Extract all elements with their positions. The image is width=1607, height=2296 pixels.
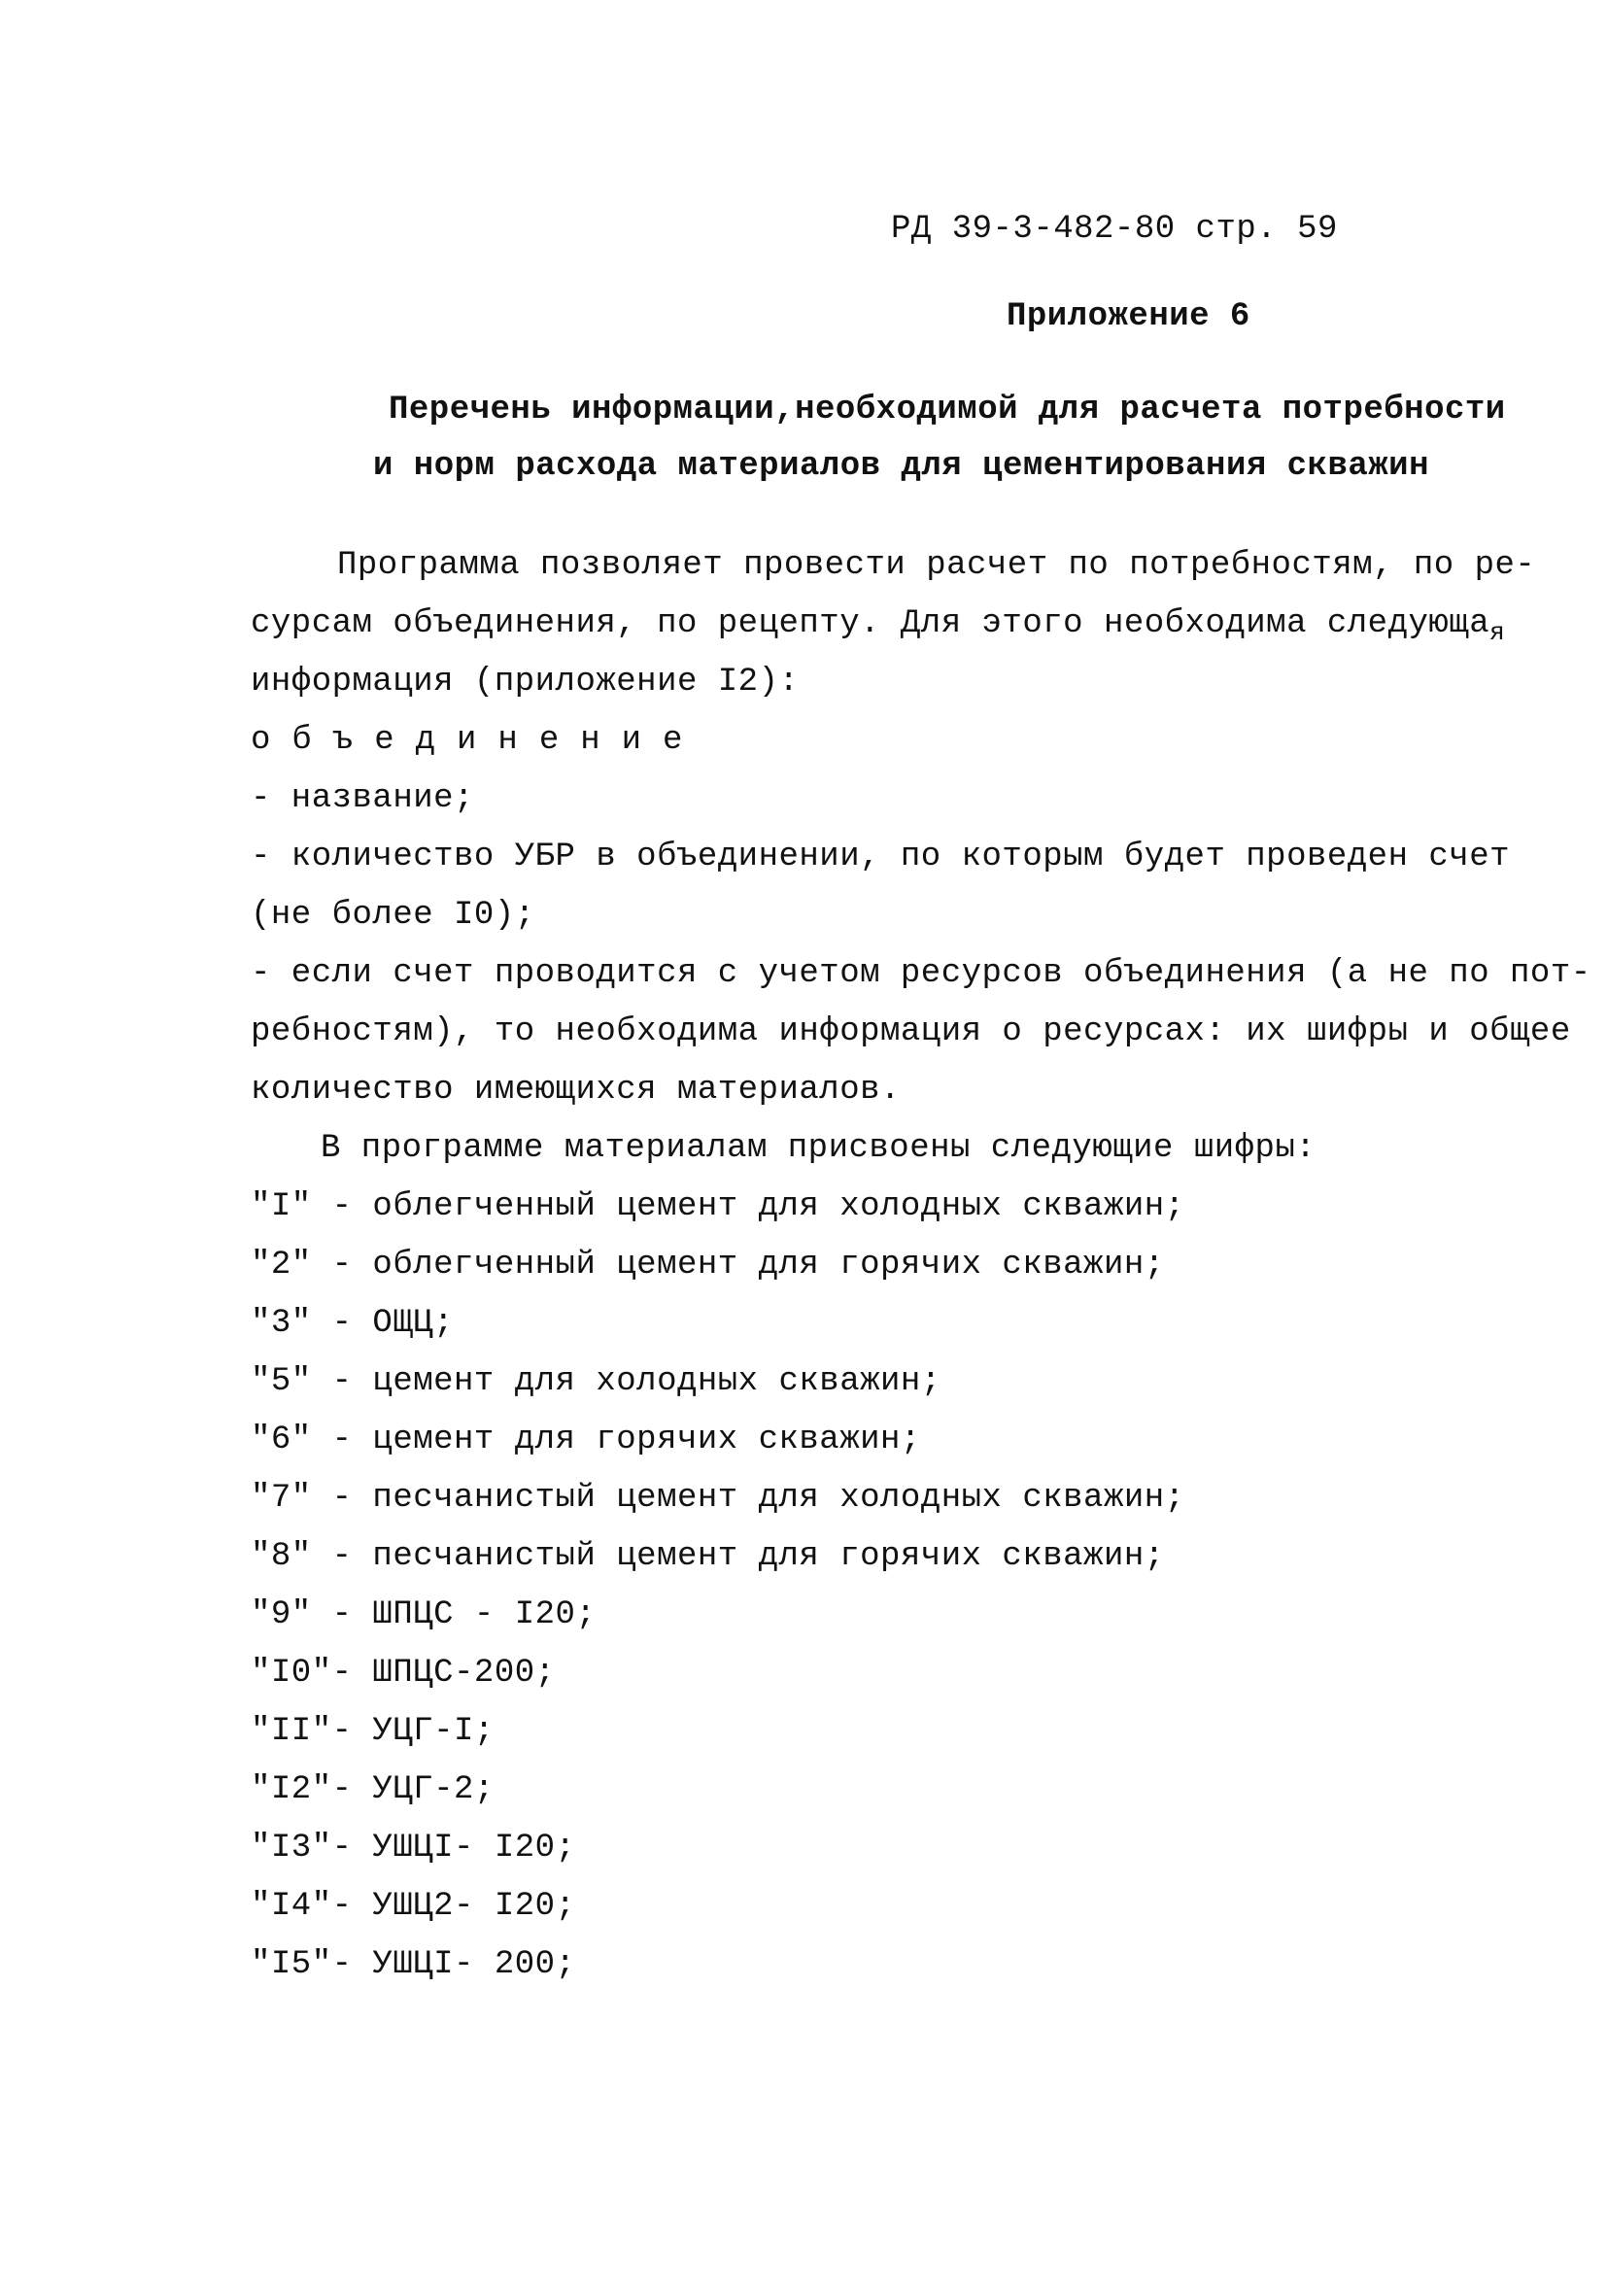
list-item-count-line-1: - количество УБР в объединении, по которым будет проведен счет [251, 839, 1511, 875]
list-item-resources-line-1: - если счет проводится с учетом ресурсов объединения (а не по пот- [251, 955, 1591, 992]
paragraph-1-line-2-subscript: я [1489, 618, 1506, 647]
paragraph-1-line-2-text: сурсам объединения, по рецепту. Для этого необходима следующа [251, 605, 1490, 642]
code-list-item: "3" - ОЩЦ; [251, 1305, 455, 1342]
section-label: объединение [251, 722, 704, 759]
code-list-item: "I3"- УШЦI- I20; [251, 1830, 576, 1867]
code-list-item: "7" - песчанистый цемент для холодных скважин; [251, 1480, 1185, 1517]
code-list-item: "I" - облегченный цемент для холодных скважин; [251, 1188, 1185, 1225]
code-list-item: "9" - ШПЦС - I20; [251, 1596, 597, 1633]
appendix-label: Приложение 6 [1007, 298, 1250, 335]
code-list-item: "2" - облегченный цемент для горячих скважин; [251, 1247, 1165, 1284]
paragraph-1-line-2 [251, 604, 1505, 652]
paragraph-1-line-3: информация (приложение I2): [251, 664, 800, 701]
codes-intro: В программе материалам присвоены следующие шифры: [321, 1130, 1316, 1167]
document-reference: РД 39-3-482-80 стр. 59 [891, 211, 1338, 248]
paragraph-1-line-1: Программа позволяет провести расчет по потребностям, по ре- [337, 547, 1536, 584]
list-item-name: - название; [251, 780, 474, 817]
code-list-item: "I4"- УШЦ2- I20; [251, 1888, 576, 1925]
code-list-item: "II"- УЦГ-I; [251, 1713, 495, 1750]
list-item-count-line-2: (не более I0); [251, 897, 535, 934]
code-list-item: "5" - цемент для холодных скважин; [251, 1363, 941, 1400]
code-list-item: "I5"- УШЦI- 200; [251, 1946, 576, 1983]
code-list-item: "8" - песчанистый цемент для горячих скважин; [251, 1538, 1165, 1575]
title-line-1: Перечень информации,необходимой для расчета потребности [389, 392, 1506, 428]
list-item-resources-line-3: количество имеющихся материалов. [251, 1072, 901, 1109]
code-list-item: "I0"- ШПЦС-200; [251, 1655, 556, 1692]
code-list-item: "I2"- УЦГ-2; [251, 1771, 495, 1808]
title-line-2: и норм расхода материалов для цементирования скважин [373, 448, 1429, 485]
list-item-resources-line-2: ребностям), то необходима информация о ресурсах: их шифры и общее [251, 1013, 1571, 1050]
code-list-item: "6" - цемент для горячих скважин; [251, 1422, 921, 1458]
